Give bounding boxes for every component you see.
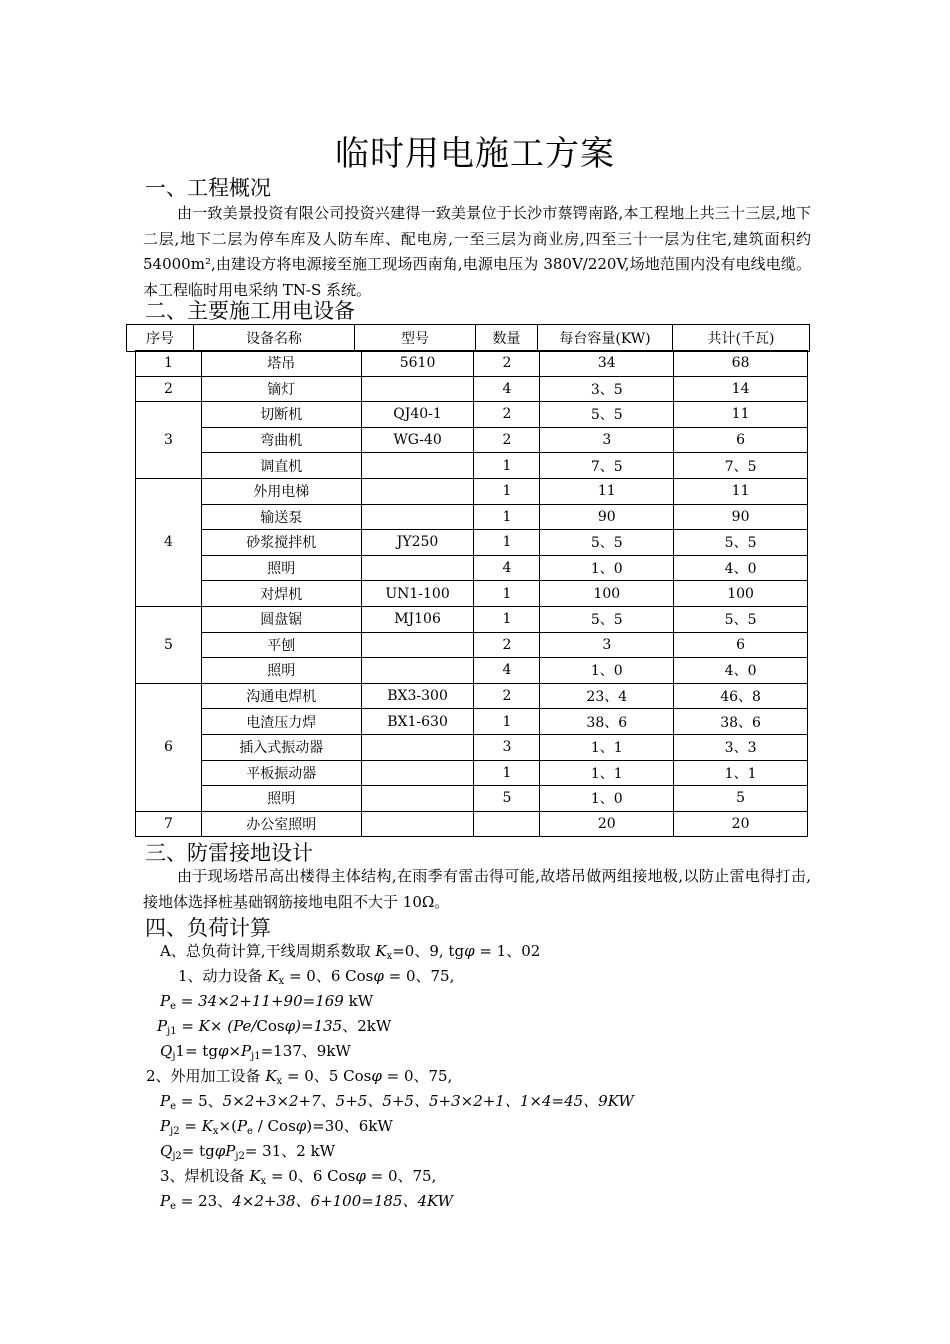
cell-name: 砂浆搅拌机 <box>201 530 361 556</box>
cell-name: 沟通电焊机 <box>201 683 361 709</box>
header-cell-total: 共计(千瓦) <box>707 331 775 347</box>
cell-model: UN1-100 <box>361 581 474 607</box>
qj2-formula: $Q_{j2}= tg\varphi P_{j2}= 31$、2 kW <box>160 1142 336 1162</box>
cell-capacity: 20 <box>540 811 674 837</box>
table-row <box>136 760 808 786</box>
cell-model <box>361 632 474 658</box>
cell-total: 68 <box>674 351 808 377</box>
section-4-heading: 四、负荷计算 <box>145 916 271 940</box>
cell-qty: 5 <box>474 786 540 812</box>
cell-model <box>361 786 474 812</box>
cell-total: 7、5 <box>674 453 808 479</box>
document-title: 临时用电施工方案 <box>335 134 615 174</box>
cell-qty: 4 <box>474 658 540 684</box>
equipment-table-header <box>126 324 810 352</box>
table-row <box>136 478 808 504</box>
cell-name: 切断机 <box>201 402 361 428</box>
cell-model: QJ40-1 <box>361 402 474 428</box>
power-equipment-line: 1、动力设备 $K_x = 0$、6 Cosφ = 0、75, <box>178 967 455 987</box>
cell-name: 调直机 <box>201 453 361 479</box>
cell-name: 照明 <box>201 786 361 812</box>
cell-name: 外用电梯 <box>201 478 361 504</box>
cell-capacity: 1、0 <box>540 786 674 812</box>
cell-qty: 4 <box>474 555 540 581</box>
cell-model <box>361 734 474 760</box>
cell-name: 镝灯 <box>201 376 361 402</box>
section-3-heading: 三、防雷接地设计 <box>145 841 313 865</box>
cell-capacity: 3 <box>540 632 674 658</box>
header-cell-name: 设备名称 <box>194 325 355 351</box>
cell-capacity: 1、0 <box>540 555 674 581</box>
cell-total: 1、1 <box>674 760 808 786</box>
cell-model: BX1-630 <box>361 709 474 735</box>
header-cell-no: 序号 <box>127 325 194 351</box>
cell-name: 对焊机 <box>201 581 361 607</box>
cell-no: 3 <box>136 402 202 479</box>
cell-name: 照明 <box>201 555 361 581</box>
cell-name: 照明 <box>201 658 361 684</box>
table-row <box>136 402 808 428</box>
cell-capacity: 5、5 <box>540 530 674 556</box>
cell-model <box>361 478 474 504</box>
cell-capacity: 34 <box>540 351 674 377</box>
cell-total: 11 <box>674 402 808 428</box>
table-row <box>136 658 808 684</box>
cell-total: 3、3 <box>674 734 808 760</box>
cell-model <box>361 658 474 684</box>
table-row <box>136 581 808 607</box>
cell-qty: 2 <box>474 683 540 709</box>
section-1-heading: 一、工程概况 <box>145 176 271 200</box>
section-1-paragraph: 由一致美景投资有限公司投资兴建得一致美景位于长沙市蔡锷南路,本工程地上共三十三层,地下二层,地下二层为停车库及人防车库、配电房,一至三层为商业房,四至三十一层为住宅,建筑面积约 54000m²,由建设方将电源接至施工现场西南角,电源电压为 380V/220V,场地范围内没有电线电缆。本工程临时用电采纳 TN-S 系统。 <box>143 204 811 299</box>
pe3-formula: $P_e = 23$、4×2+38、6+100=185、4KW <box>160 1192 454 1212</box>
table-row <box>136 683 808 709</box>
cell-no: 6 <box>136 683 202 811</box>
cell-no: 1 <box>136 351 202 377</box>
table-row <box>136 555 808 581</box>
pj1-formula: $P_{j1} = K\times (Pe/Cos\varphi)=135$、2kW <box>157 1017 392 1037</box>
cell-qty: 1 <box>474 760 540 786</box>
cell-total: 46、8 <box>674 683 808 709</box>
cell-capacity: 5、5 <box>540 402 674 428</box>
table-row <box>136 376 808 402</box>
table-row <box>136 453 808 479</box>
cell-capacity: 38、6 <box>540 709 674 735</box>
cell-total: 5、5 <box>674 606 808 632</box>
cell-qty: 2 <box>474 402 540 428</box>
cell-capacity: 3、5 <box>540 376 674 402</box>
cell-model: BX3-300 <box>361 683 474 709</box>
pe2-formula: $P_e = 5$、5×2+3×2+7、5+5、5+5、5+3×2+1、1×4=45、9KW <box>160 1092 634 1112</box>
cell-capacity: 7、5 <box>540 453 674 479</box>
cell-total: 4、0 <box>674 658 808 684</box>
cell-name: 插入式振动器 <box>201 734 361 760</box>
table-row <box>136 632 808 658</box>
cell-total: 38、6 <box>674 709 808 735</box>
table-row <box>136 786 808 812</box>
cell-capacity: 5、5 <box>540 606 674 632</box>
cell-qty: 1 <box>474 530 540 556</box>
cell-qty: 1 <box>474 453 540 479</box>
pe1-formula: $P_e = 34\times 2+11+90=169$ kW <box>160 992 374 1012</box>
cell-model <box>361 760 474 786</box>
cell-name: 圆盘锯 <box>201 606 361 632</box>
cell-total: 5 <box>674 786 808 812</box>
cell-qty <box>474 811 540 837</box>
cell-name: 办公室照明 <box>201 811 361 837</box>
cell-qty: 1 <box>474 478 540 504</box>
qj1-formula: $Q_j1= tg\varphi\times P_{j1}=137$、9kW <box>160 1042 351 1062</box>
table-row <box>136 427 808 453</box>
section-2-heading: 二、主要施工用电设备 <box>145 299 355 323</box>
cell-qty: 2 <box>474 427 540 453</box>
cell-capacity: 11 <box>540 478 674 504</box>
cell-total: 4、0 <box>674 555 808 581</box>
equipment-table <box>135 350 808 837</box>
table-row <box>136 734 808 760</box>
table-row <box>136 606 808 632</box>
cell-name: 平板振动器 <box>201 760 361 786</box>
cell-total: 100 <box>674 581 808 607</box>
header-cell-qty: 数量 <box>476 325 538 351</box>
cell-no: 4 <box>136 478 202 606</box>
cell-qty: 1 <box>474 581 540 607</box>
cell-total: 20 <box>674 811 808 837</box>
cell-capacity: 90 <box>540 504 674 530</box>
table-row <box>136 530 808 556</box>
table-row <box>136 811 808 837</box>
cell-model: WG-40 <box>361 427 474 453</box>
welding-equipment-line: 3、焊机设备 $K_x = 0$、6 Cosφ = 0、75, <box>160 1167 437 1187</box>
cell-qty: 4 <box>474 376 540 402</box>
cell-name: 塔吊 <box>201 351 361 377</box>
cell-qty: 1 <box>474 606 540 632</box>
cell-model: MJ106 <box>361 606 474 632</box>
cell-capacity: 1、1 <box>540 760 674 786</box>
table-row <box>136 709 808 735</box>
load-calc-intro: A、总负荷计算,干线周期系数取 $K_x=0$、9, tgφ = 1、02 <box>160 942 541 962</box>
cell-model: JY250 <box>361 530 474 556</box>
cell-no: 2 <box>136 376 202 402</box>
cell-qty: 2 <box>474 351 540 377</box>
cell-total: 6 <box>674 427 808 453</box>
cell-model <box>361 811 474 837</box>
cell-model <box>361 453 474 479</box>
cell-name: 弯曲机 <box>201 427 361 453</box>
pj2-formula: $P_{j2} = K_x\times(P_e / Cos\varphi)=30$、6kW <box>160 1117 393 1137</box>
cell-name: 输送泵 <box>201 504 361 530</box>
cell-name: 平刨 <box>201 632 361 658</box>
table-row <box>136 504 808 530</box>
cell-qty: 1 <box>474 709 540 735</box>
section-3-paragraph: 由于现场塔吊高出楼得主体结构,在雨季有雷击得可能,故塔吊做两组接地极,以防止雷电得打击,接地体选择桩基础钢筋接地电阻不大于 10Ω。 <box>143 867 811 911</box>
cell-model <box>361 555 474 581</box>
cell-capacity: 1、1 <box>540 734 674 760</box>
cell-total: 90 <box>674 504 808 530</box>
cell-capacity: 23、4 <box>540 683 674 709</box>
header-cell-model: 型号 <box>355 325 476 351</box>
cell-total: 6 <box>674 632 808 658</box>
cell-capacity: 3 <box>540 427 674 453</box>
cell-model <box>361 376 474 402</box>
cell-capacity: 1、0 <box>540 658 674 684</box>
cell-total: 5、5 <box>674 530 808 556</box>
cell-model <box>361 504 474 530</box>
header-cell-capacity: 每台容量(KW) <box>538 325 673 351</box>
cell-total: 14 <box>674 376 808 402</box>
cell-qty: 2 <box>474 632 540 658</box>
cell-model: 5610 <box>361 351 474 377</box>
cell-no: 7 <box>136 811 202 837</box>
cell-name: 电渣压力焊 <box>201 709 361 735</box>
cell-qty: 1 <box>474 504 540 530</box>
table-row <box>136 351 808 377</box>
cell-qty: 3 <box>474 734 540 760</box>
cell-capacity: 100 <box>540 581 674 607</box>
processing-equipment-line: 2、外用加工设备 $K_x = 0$、5 Cosφ = 0、75, <box>146 1067 453 1087</box>
cell-no: 5 <box>136 606 202 683</box>
cell-total: 11 <box>674 478 808 504</box>
